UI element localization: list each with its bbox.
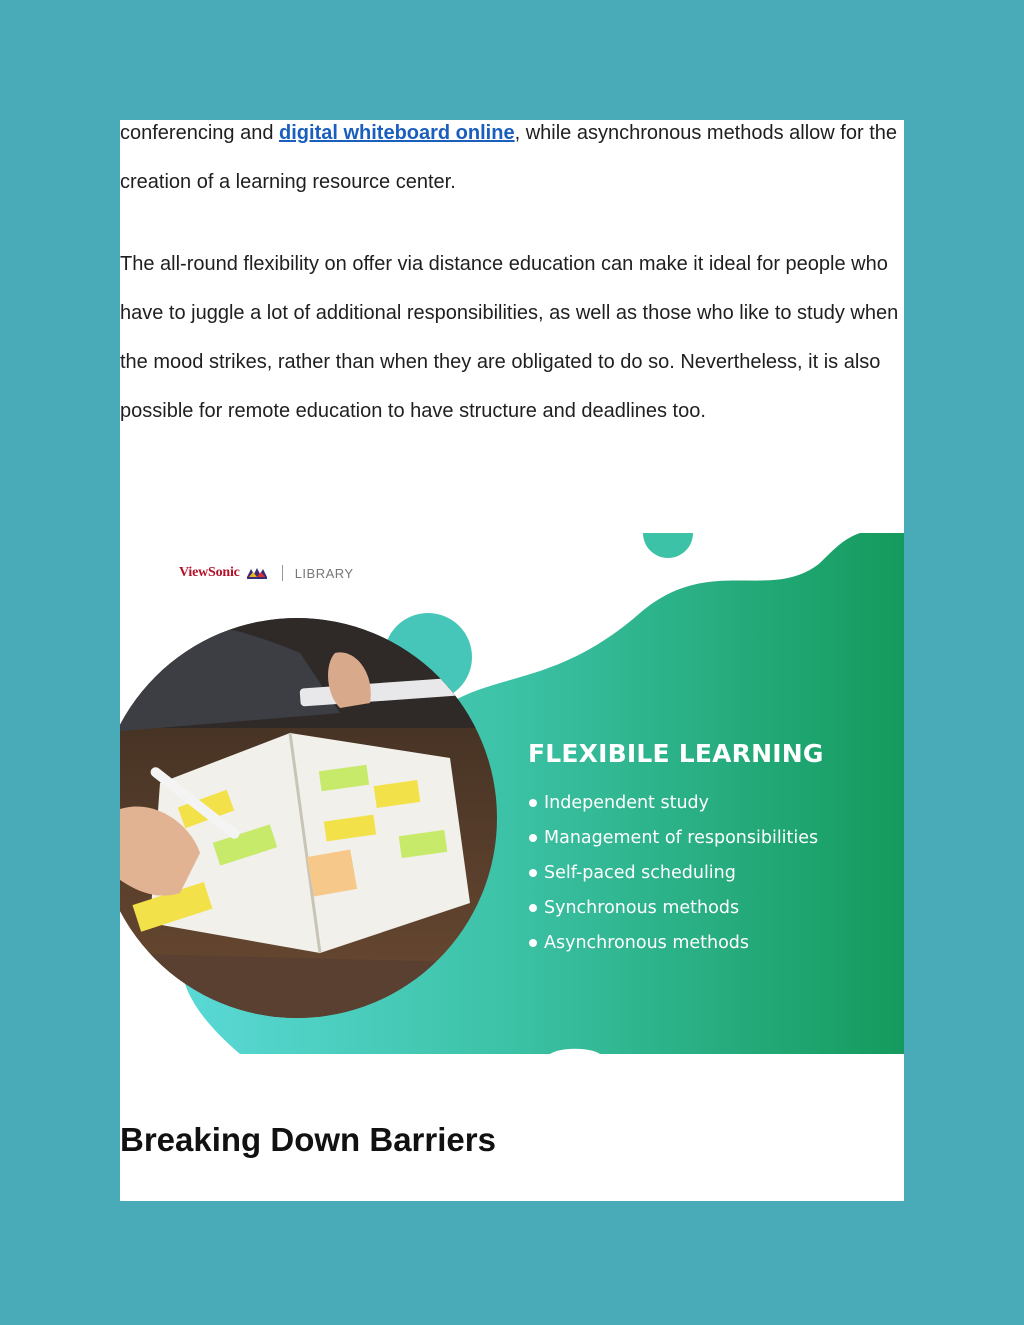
- feature-item-label: Management of responsibilities: [544, 828, 819, 848]
- flexible-learning-infographic: [120, 533, 904, 1054]
- logo-divider: [282, 565, 283, 581]
- feature-item-label: Self-paced scheduling: [544, 863, 736, 883]
- feature-item-label: Asynchronous methods: [544, 933, 750, 953]
- bullet-icon: [529, 939, 537, 947]
- feature-list: [528, 791, 818, 966]
- top-semicircle-shape: [643, 533, 693, 558]
- digital-whiteboard-link[interactable]: digital whiteboard online: [279, 122, 515, 144]
- section-heading: Breaking Down Barriers: [120, 1121, 496, 1158]
- bullet-icon: [529, 869, 537, 877]
- infographic-title: FLEXIBILE LEARNING: [528, 739, 824, 768]
- paragraph-1-text-end: , while asynchronous methods allow for the creation of a learning resource center.: [120, 122, 897, 193]
- feature-item: [528, 896, 818, 931]
- birds-icon: [246, 566, 268, 580]
- feature-item: [528, 826, 818, 861]
- viewsonic-library-logo: [179, 565, 354, 581]
- feature-item-label: Synchronous methods: [544, 898, 740, 918]
- brand-logo-text: ViewSonic: [179, 565, 240, 580]
- bullet-icon: [529, 834, 537, 842]
- feature-item: [528, 791, 818, 826]
- paragraph-1: [120, 120, 904, 207]
- paragraph-2: The all-round flexibility on offer via distance education can make it ideal for people who have to juggle a lot of additional responsibilities, as well as those who like to study when the mood strikes, rather than when they are obligated to do so. Nevertheless, it is also possible for remote education to have structure and deadlines too.: [120, 253, 899, 422]
- document-page: [120, 120, 904, 1201]
- feature-item-label: Independent study: [544, 793, 710, 813]
- feature-item: [528, 861, 818, 896]
- feature-item: [528, 931, 818, 966]
- library-label: LIBRARY: [294, 565, 354, 581]
- bullet-icon: [529, 904, 537, 912]
- bullet-icon: [529, 799, 537, 807]
- paragraph-1-text-start: conferencing and: [120, 122, 280, 144]
